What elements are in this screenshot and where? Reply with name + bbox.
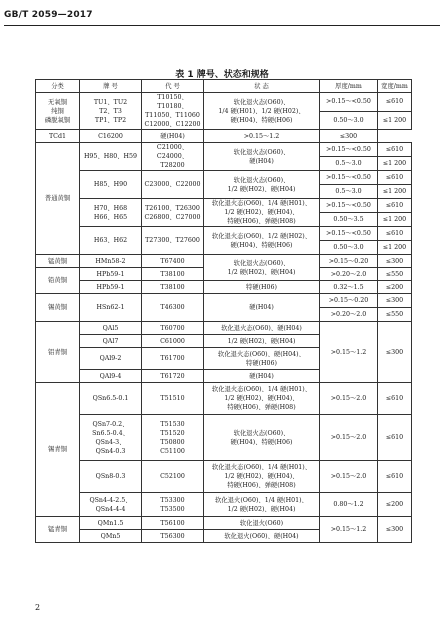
cell-grade: H85、H90 <box>80 171 142 199</box>
cell-grade: HPb59-1 <box>80 281 142 294</box>
cell-category: 普通黄铜 <box>36 143 80 255</box>
cell-code: T46300 <box>142 294 204 322</box>
cell-width: ≤610 <box>378 93 412 112</box>
cell-width: ≤300 <box>320 130 378 143</box>
cell-code: T56300 <box>142 530 204 543</box>
cell-grade: QSn7-0.2、 Sn6.5-0.4、 QSn4-3、 QSn4-0.3 <box>80 415 142 461</box>
table-row <box>36 461 412 493</box>
cell-width: ≤1 200 <box>378 157 412 171</box>
cell-state: 硬(H04) <box>142 130 204 143</box>
cell-grade: H63、H62 <box>80 227 142 255</box>
cell-thickness: 0.32～1.5 <box>320 281 378 294</box>
cell-thickness: >0.20～2.0 <box>320 308 378 322</box>
cell-code: T53300 T53500 <box>142 493 204 517</box>
cell-width: ≤550 <box>378 308 412 322</box>
cell-thickness: >0.15～<0.50 <box>320 199 378 213</box>
cell-width: ≤200 <box>378 281 412 294</box>
cell-state: 软化退火(O60)、硬(H04) <box>204 530 320 543</box>
cell-width: ≤1 200 <box>378 213 412 227</box>
cell-code: T51530 T51520 T50800 C51100 <box>142 415 204 461</box>
cell-grade: QSn4-4-2.5、 QSn4-4-4 <box>80 493 142 517</box>
cell-width: ≤610 <box>378 415 412 461</box>
table-row <box>36 255 412 268</box>
cell-thickness: >0.15～1.2 <box>320 517 378 543</box>
cell-code: T26100、T26300 C26800、C27000 <box>142 199 204 227</box>
header-rule <box>4 25 440 26</box>
standard-number: GB/T 2059—2017 <box>4 10 93 20</box>
cell-width: ≤610 <box>378 143 412 157</box>
cell-width: ≤610 <box>378 199 412 213</box>
cell-code: T10150、T10180、 T11050、T11060 C12000、C12200 <box>142 93 204 130</box>
cell-code: C16200 <box>80 130 142 143</box>
cell-code: C52100 <box>142 461 204 493</box>
cell-state: 硬(H04) <box>204 370 320 383</box>
table-row <box>36 281 412 294</box>
cell-thickness: >0.15～<0.50 <box>320 171 378 185</box>
page-number: 2 <box>35 603 41 612</box>
cell-category: 锰青铜 <box>36 517 80 543</box>
cell-code: T61700 <box>142 348 204 370</box>
grades-table <box>35 79 412 543</box>
cell-code: T67400 <box>142 255 204 268</box>
cell-code: T61720 <box>142 370 204 383</box>
cell-thickness: 0.50～3.0 <box>320 111 378 130</box>
table-row <box>36 322 412 335</box>
cell-state: 软化退火态(O60)、1/4 硬(H01)、 1/2 硬(H02)、硬(H04)、 特硬(H06)、弹硬(H08) <box>204 383 320 415</box>
table-row <box>36 493 412 517</box>
cell-state: 软化退火态(O60)、 硬(H04)、特硬(H06) <box>204 415 320 461</box>
cell-code: C21000、C24000、 T28200 <box>142 143 204 171</box>
cell-code: C61000 <box>142 335 204 348</box>
cell-state: 硬(H04) <box>204 294 320 322</box>
cell-thickness: >0.15～0.20 <box>320 255 378 268</box>
cell-code: T56100 <box>142 517 204 530</box>
cell-grade: TU1、TU2 T2、T3 TP1、TP2 <box>80 93 142 130</box>
cell-thickness: >0.15～<0.50 <box>320 227 378 241</box>
cell-category: 铝青铜 <box>36 322 80 383</box>
cell-state: 软化退火态(O60)、硬(H04)、 特硬(H06) <box>204 348 320 370</box>
cell-grade: QMn1.5 <box>80 517 142 530</box>
cell-grade: QAl9-4 <box>80 370 142 383</box>
cell-thickness: >0.15～0.20 <box>320 294 378 308</box>
cell-grade: QAl7 <box>80 335 142 348</box>
col-thickness: 厚度/mm <box>320 80 378 93</box>
cell-state: 特硬(H06) <box>204 281 320 294</box>
cell-grade: HMn58-2 <box>80 255 142 268</box>
cell-category: 锡青铜 <box>36 383 80 517</box>
cell-code: T38100 <box>142 281 204 294</box>
cell-thickness: >0.20～2.0 <box>320 268 378 281</box>
table-row <box>36 171 412 185</box>
cell-thickness: >0.15～<0.50 <box>320 93 378 112</box>
cell-code: T60700 <box>142 322 204 335</box>
col-state: 状 态 <box>204 80 320 93</box>
cell-thickness: 0.5～3.0 <box>320 185 378 199</box>
cell-grade: HPb59-1 <box>80 268 142 281</box>
cell-thickness: 0.5～3.0 <box>320 157 378 171</box>
cell-width: ≤550 <box>378 268 412 281</box>
cell-grade: QSn6.5-0.1 <box>80 383 142 415</box>
cell-width: ≤610 <box>378 461 412 493</box>
cell-state: 软化退火态(O60)、1/4 硬(H01)、 1/2 硬(H02)、硬(H04)、 特硬(H06)、弹硬(H08) <box>204 461 320 493</box>
cell-width: ≤610 <box>378 383 412 415</box>
cell-thickness: >0.15～2.0 <box>320 415 378 461</box>
cell-width: ≤1 200 <box>378 241 412 255</box>
cell-state: 软化退火(O60)、1/4 硬(H01)、 1/2 硬(H02)、硬(H04) <box>204 493 320 517</box>
table-row <box>36 93 412 112</box>
cell-state: 软化退火态(O60)、 1/2 硬(H02)、硬(H04) <box>204 171 320 199</box>
cell-thickness: 0.80～1.2 <box>320 493 378 517</box>
cell-category: 锡黄铜 <box>36 294 80 322</box>
table-row <box>36 143 412 157</box>
cell-grade: QAl5 <box>80 322 142 335</box>
cell-state: 软化退火态(O60)、 硬(H04) <box>204 143 320 171</box>
cell-thickness: 0.50～3.0 <box>320 241 378 255</box>
table-row <box>36 199 412 213</box>
cell-grade: QMn5 <box>80 530 142 543</box>
cell-code: T38100 <box>142 268 204 281</box>
cell-category: 铅黄铜 <box>36 268 80 294</box>
cell-thickness: >0.15～2.0 <box>320 383 378 415</box>
cell-category: 锰黄铜 <box>36 255 80 268</box>
cell-code: T27300、T27600 <box>142 227 204 255</box>
col-category: 分类 <box>36 80 80 93</box>
cell-grade: TCd1 <box>36 130 80 143</box>
cell-state: 1/2 硬(H02)、硬(H04) <box>204 335 320 348</box>
cell-width: ≤610 <box>378 227 412 241</box>
col-code: 代 号 <box>142 80 204 93</box>
cell-state: 软化退火态(O60)、 1/4 硬(H01)、1/2 硬(H02)、 硬(H04)、特硬(H06) <box>204 93 320 130</box>
cell-grade: H95、H80、H59 <box>80 143 142 171</box>
cell-thickness: 0.50～3.5 <box>320 213 378 227</box>
cell-width: ≤200 <box>378 493 412 517</box>
header-row <box>36 80 412 93</box>
table-row <box>36 294 412 308</box>
table-row <box>36 130 412 143</box>
cell-category: 无氧铜 纯铜 磷脱氧铜 <box>36 93 80 130</box>
cell-state: 软化退火态(O60)、1/4 硬(H01)、 1/2 硬(H02)、硬(H04)、 特硬(H06)、弹硬(H08) <box>204 199 320 227</box>
cell-width: ≤300 <box>378 322 412 383</box>
cell-width: ≤300 <box>378 255 412 268</box>
cell-state: 软化退火态(O60)、1/2 硬(H02)、 硬(H04)、特硬(H06) <box>204 227 320 255</box>
table-row <box>36 383 412 415</box>
col-width: 宽度/mm <box>378 80 412 93</box>
cell-grade: H70、H68 H66、H65 <box>80 199 142 227</box>
cell-thickness: >0.15～<0.50 <box>320 143 378 157</box>
col-grade: 牌 号 <box>80 80 142 93</box>
cell-state: 软化退火(O60) <box>204 517 320 530</box>
table-title: 表 1 牌号、状态和规格 <box>175 70 269 80</box>
cell-code: T51510 <box>142 383 204 415</box>
cell-grade: QAl9-2 <box>80 348 142 370</box>
cell-width: ≤300 <box>378 517 412 543</box>
cell-thickness: >0.15～1.2 <box>320 322 378 383</box>
cell-code: C23000、C22000 <box>142 171 204 199</box>
cell-width: ≤1 200 <box>378 111 412 130</box>
cell-thickness: >0.15～2.0 <box>320 461 378 493</box>
table-row <box>36 227 412 241</box>
cell-width: ≤300 <box>378 294 412 308</box>
cell-width: ≤1 200 <box>378 185 412 199</box>
cell-width: ≤610 <box>378 171 412 185</box>
table-row <box>36 517 412 530</box>
cell-grade: HSn62-1 <box>80 294 142 322</box>
cell-grade: QSn8-0.3 <box>80 461 142 493</box>
cell-thickness: >0.15～1.2 <box>204 130 320 143</box>
table-row <box>36 415 412 461</box>
cell-state: 软化退火态(O60)、 1/2 硬(H02)、硬(H04) <box>204 255 320 281</box>
cell-state: 软化退火态(O60)、硬(H04) <box>204 322 320 335</box>
